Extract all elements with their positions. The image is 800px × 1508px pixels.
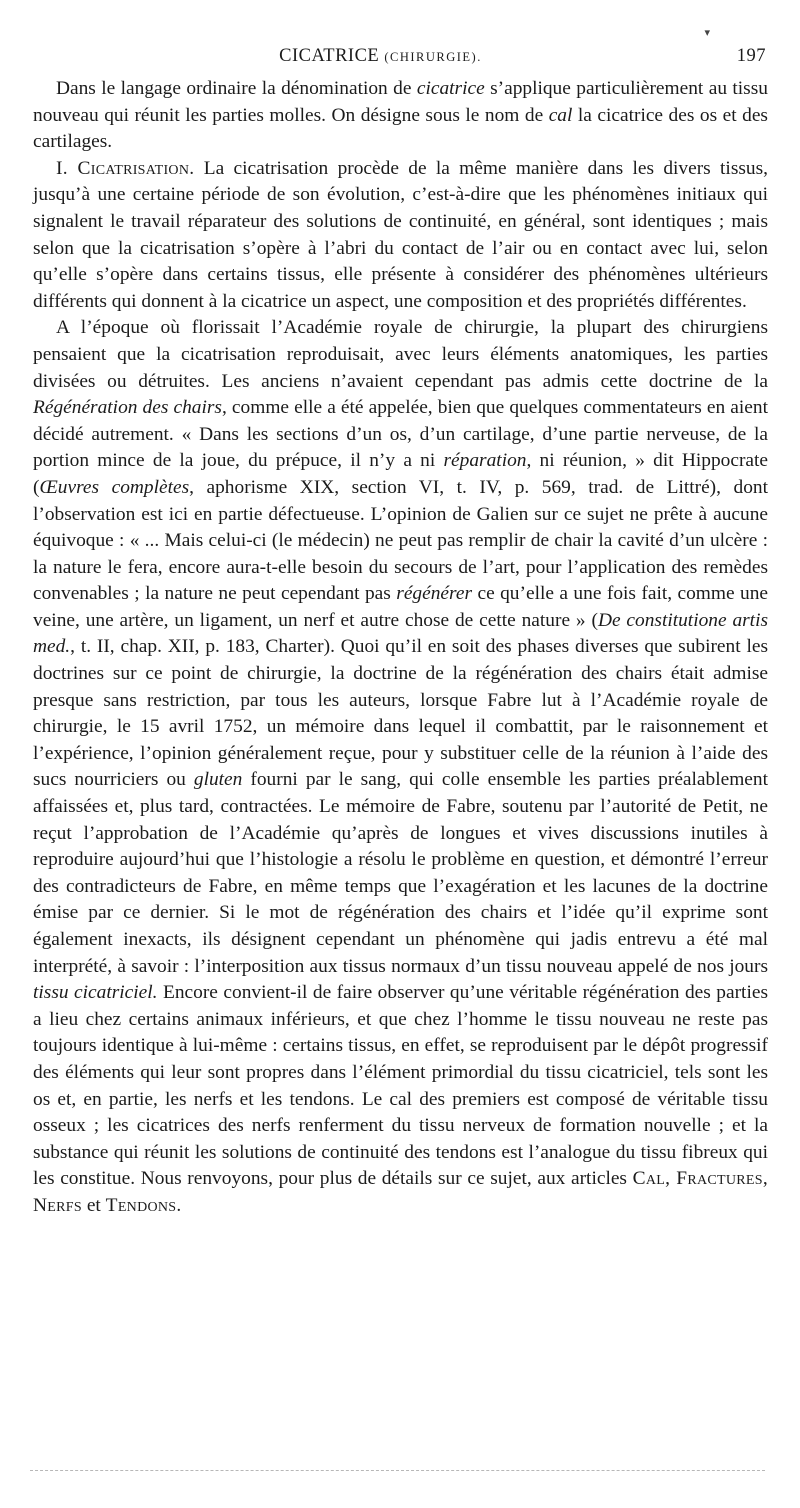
p3-citation-constitutione: De constitutione artis med.: [33, 609, 769, 658]
p1-text-c: s’applique particulièrement au tissu nouveau qui réunit les parties molles. On désigne sous le nom de: [33, 78, 768, 126]
p3-text-q: et: [81, 1194, 106, 1216]
p1-text-a: Dans le langage ordinaire la dénomination de: [56, 78, 417, 99]
p3-text-s: .: [176, 1194, 182, 1216]
p3-text-c: , comme elle a été appelée, bien que quelques commentateurs en aient décidé autrement. « Dans les sections d’un os, d’un cartilage, d’une partie nerveuse, de la portion mince de la joue, du prépuce, il n’y a ni: [33, 397, 768, 472]
p3-text-i: ce qu’elle a une fois fait, comme une veine, une artère, un ligament, un nerf et autre chose de cette nature » (: [33, 583, 769, 631]
paragraph-2: [33, 156, 768, 316]
header-subtitle: (CHIRURGIE).: [384, 50, 482, 64]
corner-mark: ▾: [704, 27, 710, 39]
p3-crossref-tendons: Tendons: [105, 1194, 177, 1216]
page-number: 197: [736, 46, 766, 66]
p3-term-gluten: gluten: [193, 769, 243, 791]
p1-term-cicatrice: cicatrice: [416, 78, 485, 99]
p3-term-regeneration: Régénération des chairs: [33, 397, 222, 419]
p3-text-a: A l’époque où florissait l’Académie royale de chirurgie, la plupart des chirurgiens pensaient que la cicatrisation reproduisait, avec leurs éléments anatomiques, les parties divisées ou détruites. Les anciens n’avaient cependant pas admis cette doctrine de la: [33, 317, 768, 392]
paragraph-3: [33, 315, 768, 1219]
p3-term-regenerer: régénérer: [396, 583, 473, 605]
header-title: CICATRICE: [279, 46, 380, 66]
body-text: [33, 76, 768, 1220]
p3-text-m: fourni par le sang, qui colle ensemble les parties préalablement affaissées et, plus tard, contractées. Le mémoire de Fabre, soutenu par l’autorité de Petit, ne reçut l’approbation de l’Académie qu’après de longues et vives discussions inutiles à reproduire aujourd’hui que l’histologie a résolu le problème en question, et démontré l’erreur des contradicteurs de Fabre, en même temps que l’exagération et les lacunes de la doctrine émise par ce dernier. Si le mot de régénération des chairs et l’idée qu’il exprime sont également inexacts, ils désignent cependant un phénomène qui jadis entrevu a été mal interprété, à savoir : l’interposition aux tissus normaux d’un tissu nouveau appelé de nos jours: [33, 769, 768, 977]
p3-crossref-articles: Cal, Fractures, Nerfs: [33, 1168, 768, 1216]
p3-term-tissu-cicatriciel: tissu cicatriciel.: [33, 982, 158, 1004]
section-heading-cicatrisation: I. Cicatrisation.: [56, 157, 195, 179]
p3-term-reparation: réparation: [443, 450, 527, 472]
p3-text-g: , aphorisme XIX, section VI, t. IV, p. 569, trad. de Littré), dont l’observation est ici en partie défectueuse. L’opinion de Galien sur ce sujet ne prête à aucune équivoque : « ... Mais celui-ci (le médecin) ne peut pas remplir de chair la cavité d’un ulcère : la nature le fera, encore aura-t-elle besoin du secours de l’art, pour l’application des remèdes convenables ; la nature ne peut cependant pas: [33, 476, 768, 605]
p2-text: La cicatrisation procède de la même manière dans les divers tissus, jusqu’à une certaine période de son évolution, c’est-à-dire que les phénomènes initiaux qui signalent le travail réparateur des solutions de continuité, en général, sont identiques ; mais selon que la cicatrisation s’opère à l’abri du contact de l’air ou en contact avec lui, selon qu’elle s’opère dans certains tissus, elle présente à considérer des phénomènes ultérieurs différents qui donnent à la cicatrice un aspect, une composition et des propriétés différentes.: [33, 157, 768, 312]
footer-rule: [30, 1470, 765, 1471]
p1-text-e: la cicatrice des os et des cartilages.: [33, 104, 768, 153]
p3-citation-oeuvres: Œuvres complètes: [39, 476, 190, 498]
running-head: [33, 46, 768, 76]
p3-text-o: Encore convient-il de faire observer qu’une véritable régénération des parties a lieu chez certains animaux inférieurs, et que chez l’homme le tissu nouveau ne reste pas toujours identique à lui-même : certains tissus, en effet, se reproduisent par le dépôt progressif des éléments qui leur sont propres dans l’élément primordial du tissu cicatriciel, tels sont les os et, en partie, les nerfs et les tendons. Le cal des premiers est composé de véritable tissu osseux ; les cicatrices des nerfs renferment du tissu nerveux de formation nouvelle ; et la substance qui réunit les solutions de continuité des tendons est l’analogue du tissu fibreux qui les constitue. Nous renvoyons, pour plus de détails sur ce sujet, aux articles: [33, 982, 768, 1190]
p3-text-e: , ni réunion, » dit Hippocrate (: [33, 450, 769, 498]
page: [33, 46, 768, 1220]
p3-text-k: , t. II, chap. XII, p. 183, Charter). Quoi qu’il en soit des phases diverses que subirent les doctrines sur ce point de chirurgie, la doctrine de la régénération des chairs était admise presque sans restriction, par tous les auteurs, lorsque Fabre lut à l’Académie royale de chirurgie, le 15 avril 1752, un mémoire dans lequel il combattit, par le raisonnement et l’expérience, l’opinion généralement reçue, pour y substituer celle de la réunion à l’aide des sucs nourriciers ou: [33, 636, 768, 791]
p1-term-cal: cal: [548, 104, 573, 126]
paragraph-1: [33, 76, 768, 156]
running-head-title: [33, 46, 768, 67]
